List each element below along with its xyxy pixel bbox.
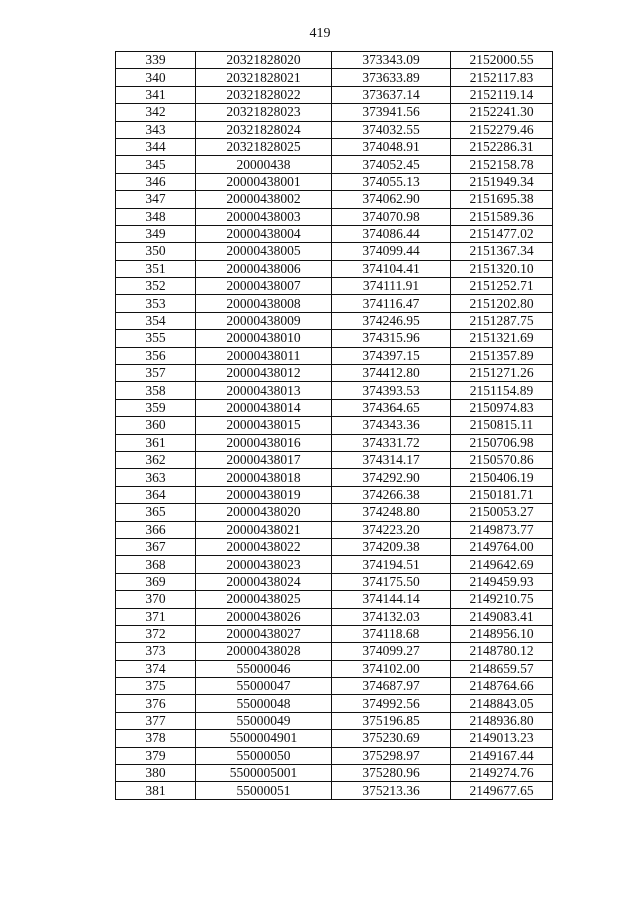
row-number-cell: 374 bbox=[116, 660, 196, 677]
x-coordinate-cell: 374364.65 bbox=[332, 399, 451, 416]
row-number-cell: 379 bbox=[116, 747, 196, 764]
x-coordinate-cell: 374393.53 bbox=[332, 382, 451, 399]
table-row bbox=[116, 538, 553, 555]
x-coordinate-cell: 374343.36 bbox=[332, 417, 451, 434]
y-coordinate-cell: 2151367.34 bbox=[451, 243, 553, 260]
table-row bbox=[116, 660, 553, 677]
point-id-cell: 20000438020 bbox=[196, 504, 332, 521]
table-row bbox=[116, 504, 553, 521]
x-coordinate-cell: 374132.03 bbox=[332, 608, 451, 625]
row-number-cell: 373 bbox=[116, 643, 196, 660]
y-coordinate-cell: 2149013.23 bbox=[451, 730, 553, 747]
point-id-cell: 55000047 bbox=[196, 678, 332, 695]
table-row bbox=[116, 765, 553, 782]
point-id-cell: 20000438015 bbox=[196, 417, 332, 434]
table-row bbox=[116, 643, 553, 660]
row-number-cell: 339 bbox=[116, 52, 196, 69]
table-row bbox=[116, 730, 553, 747]
x-coordinate-cell: 374331.72 bbox=[332, 434, 451, 451]
y-coordinate-cell: 2150406.19 bbox=[451, 469, 553, 486]
row-number-cell: 341 bbox=[116, 86, 196, 103]
row-number-cell: 359 bbox=[116, 399, 196, 416]
coordinates-table bbox=[115, 51, 553, 800]
y-coordinate-cell: 2149274.76 bbox=[451, 765, 553, 782]
table-row bbox=[116, 69, 553, 86]
y-coordinate-cell: 2149210.75 bbox=[451, 591, 553, 608]
point-id-cell: 20000438003 bbox=[196, 208, 332, 225]
point-id-cell: 20000438024 bbox=[196, 573, 332, 590]
row-number-cell: 369 bbox=[116, 573, 196, 590]
table-row bbox=[116, 156, 553, 173]
point-id-cell: 20000438018 bbox=[196, 469, 332, 486]
y-coordinate-cell: 2151287.75 bbox=[451, 312, 553, 329]
table-row bbox=[116, 365, 553, 382]
y-coordinate-cell: 2152241.30 bbox=[451, 104, 553, 121]
row-number-cell: 381 bbox=[116, 782, 196, 799]
row-number-cell: 356 bbox=[116, 347, 196, 364]
y-coordinate-cell: 2150706.98 bbox=[451, 434, 553, 451]
point-id-cell: 55000050 bbox=[196, 747, 332, 764]
row-number-cell: 349 bbox=[116, 225, 196, 242]
row-number-cell: 371 bbox=[116, 608, 196, 625]
table-row bbox=[116, 295, 553, 312]
y-coordinate-cell: 2152117.83 bbox=[451, 69, 553, 86]
y-coordinate-cell: 2151695.38 bbox=[451, 191, 553, 208]
point-id-cell: 20000438023 bbox=[196, 556, 332, 573]
y-coordinate-cell: 2151202.80 bbox=[451, 295, 553, 312]
point-id-cell: 20000438019 bbox=[196, 486, 332, 503]
y-coordinate-cell: 2148764.66 bbox=[451, 678, 553, 695]
point-id-cell: 20000438005 bbox=[196, 243, 332, 260]
row-number-cell: 368 bbox=[116, 556, 196, 573]
table-row bbox=[116, 191, 553, 208]
y-coordinate-cell: 2149083.41 bbox=[451, 608, 553, 625]
table-row bbox=[116, 625, 553, 642]
x-coordinate-cell: 374116.47 bbox=[332, 295, 451, 312]
x-coordinate-cell: 374032.55 bbox=[332, 121, 451, 138]
x-coordinate-cell: 373343.09 bbox=[332, 52, 451, 69]
table-row bbox=[116, 260, 553, 277]
y-coordinate-cell: 2148659.57 bbox=[451, 660, 553, 677]
table-row bbox=[116, 52, 553, 69]
x-coordinate-cell: 374266.38 bbox=[332, 486, 451, 503]
x-coordinate-cell: 374315.96 bbox=[332, 330, 451, 347]
row-number-cell: 350 bbox=[116, 243, 196, 260]
row-number-cell: 366 bbox=[116, 521, 196, 538]
point-id-cell: 20000438025 bbox=[196, 591, 332, 608]
page-number: 419 bbox=[309, 26, 331, 41]
y-coordinate-cell: 2148936.80 bbox=[451, 712, 553, 729]
y-coordinate-cell: 2152286.31 bbox=[451, 138, 553, 155]
row-number-cell: 353 bbox=[116, 295, 196, 312]
point-id-cell: 20000438011 bbox=[196, 347, 332, 364]
y-coordinate-cell: 2151154.89 bbox=[451, 382, 553, 399]
row-number-cell: 358 bbox=[116, 382, 196, 399]
row-number-cell: 372 bbox=[116, 625, 196, 642]
point-id-cell: 20000438013 bbox=[196, 382, 332, 399]
y-coordinate-cell: 2150974.83 bbox=[451, 399, 553, 416]
row-number-cell: 343 bbox=[116, 121, 196, 138]
point-id-cell: 20321828020 bbox=[196, 52, 332, 69]
table-row bbox=[116, 417, 553, 434]
table-row bbox=[116, 782, 553, 799]
table-row bbox=[116, 173, 553, 190]
table-row bbox=[116, 469, 553, 486]
row-number-cell: 361 bbox=[116, 434, 196, 451]
x-coordinate-cell: 374111.91 bbox=[332, 278, 451, 295]
row-number-cell: 376 bbox=[116, 695, 196, 712]
table-row bbox=[116, 278, 553, 295]
y-coordinate-cell: 2149873.77 bbox=[451, 521, 553, 538]
point-id-cell: 20000438001 bbox=[196, 173, 332, 190]
x-coordinate-cell: 375230.69 bbox=[332, 730, 451, 747]
point-id-cell: 20321828024 bbox=[196, 121, 332, 138]
row-number-cell: 375 bbox=[116, 678, 196, 695]
table-row bbox=[116, 608, 553, 625]
table-row bbox=[116, 678, 553, 695]
y-coordinate-cell: 2151589.36 bbox=[451, 208, 553, 225]
point-id-cell: 20000438027 bbox=[196, 625, 332, 642]
x-coordinate-cell: 374048.91 bbox=[332, 138, 451, 155]
y-coordinate-cell: 2152158.78 bbox=[451, 156, 553, 173]
x-coordinate-cell: 374099.44 bbox=[332, 243, 451, 260]
table-row bbox=[116, 712, 553, 729]
point-id-cell: 55000048 bbox=[196, 695, 332, 712]
y-coordinate-cell: 2149459.93 bbox=[451, 573, 553, 590]
row-number-cell: 355 bbox=[116, 330, 196, 347]
row-number-cell: 377 bbox=[116, 712, 196, 729]
point-id-cell: 20000438007 bbox=[196, 278, 332, 295]
x-coordinate-cell: 375213.36 bbox=[332, 782, 451, 799]
x-coordinate-cell: 374687.97 bbox=[332, 678, 451, 695]
row-number-cell: 351 bbox=[116, 260, 196, 277]
y-coordinate-cell: 2151252.71 bbox=[451, 278, 553, 295]
point-id-cell: 20000438026 bbox=[196, 608, 332, 625]
x-coordinate-cell: 374118.68 bbox=[332, 625, 451, 642]
y-coordinate-cell: 2152279.46 bbox=[451, 121, 553, 138]
x-coordinate-cell: 374175.50 bbox=[332, 573, 451, 590]
y-coordinate-cell: 2151477.02 bbox=[451, 225, 553, 242]
table-row bbox=[116, 573, 553, 590]
point-id-cell: 20000438017 bbox=[196, 451, 332, 468]
point-id-cell: 20000438009 bbox=[196, 312, 332, 329]
x-coordinate-cell: 374992.56 bbox=[332, 695, 451, 712]
table-row bbox=[116, 399, 553, 416]
table-row bbox=[116, 138, 553, 155]
point-id-cell: 20321828021 bbox=[196, 69, 332, 86]
x-coordinate-cell: 374055.13 bbox=[332, 173, 451, 190]
x-coordinate-cell: 374052.45 bbox=[332, 156, 451, 173]
y-coordinate-cell: 2149677.65 bbox=[451, 782, 553, 799]
table-row bbox=[116, 486, 553, 503]
x-coordinate-cell: 374194.51 bbox=[332, 556, 451, 573]
point-id-cell: 20000438010 bbox=[196, 330, 332, 347]
table-row bbox=[116, 330, 553, 347]
row-number-cell: 357 bbox=[116, 365, 196, 382]
table-row bbox=[116, 121, 553, 138]
y-coordinate-cell: 2149764.00 bbox=[451, 538, 553, 555]
row-number-cell: 360 bbox=[116, 417, 196, 434]
point-id-cell: 55000049 bbox=[196, 712, 332, 729]
point-id-cell: 20000438016 bbox=[196, 434, 332, 451]
table-row bbox=[116, 382, 553, 399]
x-coordinate-cell: 375280.96 bbox=[332, 765, 451, 782]
point-id-cell: 20321828025 bbox=[196, 138, 332, 155]
y-coordinate-cell: 2150181.71 bbox=[451, 486, 553, 503]
row-number-cell: 346 bbox=[116, 173, 196, 190]
row-number-cell: 380 bbox=[116, 765, 196, 782]
table-row bbox=[116, 451, 553, 468]
table-row bbox=[116, 312, 553, 329]
y-coordinate-cell: 2152119.14 bbox=[451, 86, 553, 103]
table-row bbox=[116, 556, 553, 573]
table-row bbox=[116, 591, 553, 608]
table-row bbox=[116, 347, 553, 364]
point-id-cell: 55000046 bbox=[196, 660, 332, 677]
x-coordinate-cell: 374397.15 bbox=[332, 347, 451, 364]
point-id-cell: 20321828023 bbox=[196, 104, 332, 121]
x-coordinate-cell: 374223.20 bbox=[332, 521, 451, 538]
x-coordinate-cell: 375298.97 bbox=[332, 747, 451, 764]
point-id-cell: 20000438014 bbox=[196, 399, 332, 416]
y-coordinate-cell: 2150053.27 bbox=[451, 504, 553, 521]
row-number-cell: 363 bbox=[116, 469, 196, 486]
x-coordinate-cell: 373637.14 bbox=[332, 86, 451, 103]
y-coordinate-cell: 2151271.26 bbox=[451, 365, 553, 382]
table-row bbox=[116, 434, 553, 451]
table-row bbox=[116, 86, 553, 103]
x-coordinate-cell: 374412.80 bbox=[332, 365, 451, 382]
x-coordinate-cell: 374086.44 bbox=[332, 225, 451, 242]
row-number-cell: 364 bbox=[116, 486, 196, 503]
point-id-cell: 5500005001 bbox=[196, 765, 332, 782]
point-id-cell: 20000438006 bbox=[196, 260, 332, 277]
point-id-cell: 20000438004 bbox=[196, 225, 332, 242]
y-coordinate-cell: 2150815.11 bbox=[451, 417, 553, 434]
row-number-cell: 342 bbox=[116, 104, 196, 121]
y-coordinate-cell: 2149167.44 bbox=[451, 747, 553, 764]
x-coordinate-cell: 375196.85 bbox=[332, 712, 451, 729]
x-coordinate-cell: 374062.90 bbox=[332, 191, 451, 208]
table-row bbox=[116, 225, 553, 242]
row-number-cell: 344 bbox=[116, 138, 196, 155]
x-coordinate-cell: 374099.27 bbox=[332, 643, 451, 660]
table-row bbox=[116, 747, 553, 764]
row-number-cell: 378 bbox=[116, 730, 196, 747]
point-id-cell: 20000438 bbox=[196, 156, 332, 173]
y-coordinate-cell: 2152000.55 bbox=[451, 52, 553, 69]
y-coordinate-cell: 2151949.34 bbox=[451, 173, 553, 190]
row-number-cell: 365 bbox=[116, 504, 196, 521]
row-number-cell: 348 bbox=[116, 208, 196, 225]
row-number-cell: 362 bbox=[116, 451, 196, 468]
row-number-cell: 345 bbox=[116, 156, 196, 173]
point-id-cell: 20000438012 bbox=[196, 365, 332, 382]
x-coordinate-cell: 374070.98 bbox=[332, 208, 451, 225]
x-coordinate-cell: 374209.38 bbox=[332, 538, 451, 555]
row-number-cell: 367 bbox=[116, 538, 196, 555]
point-id-cell: 20000438022 bbox=[196, 538, 332, 555]
y-coordinate-cell: 2150570.86 bbox=[451, 451, 553, 468]
y-coordinate-cell: 2149642.69 bbox=[451, 556, 553, 573]
point-id-cell: 20000438002 bbox=[196, 191, 332, 208]
table-row bbox=[116, 243, 553, 260]
x-coordinate-cell: 374144.14 bbox=[332, 591, 451, 608]
y-coordinate-cell: 2148780.12 bbox=[451, 643, 553, 660]
row-number-cell: 352 bbox=[116, 278, 196, 295]
x-coordinate-cell: 374248.80 bbox=[332, 504, 451, 521]
point-id-cell: 20321828022 bbox=[196, 86, 332, 103]
row-number-cell: 340 bbox=[116, 69, 196, 86]
table-row bbox=[116, 695, 553, 712]
x-coordinate-cell: 374314.17 bbox=[332, 451, 451, 468]
point-id-cell: 5500004901 bbox=[196, 730, 332, 747]
x-coordinate-cell: 374102.00 bbox=[332, 660, 451, 677]
table-row bbox=[116, 104, 553, 121]
y-coordinate-cell: 2151321.69 bbox=[451, 330, 553, 347]
table-row bbox=[116, 521, 553, 538]
y-coordinate-cell: 2148843.05 bbox=[451, 695, 553, 712]
point-id-cell: 20000438021 bbox=[196, 521, 332, 538]
x-coordinate-cell: 374292.90 bbox=[332, 469, 451, 486]
y-coordinate-cell: 2151320.10 bbox=[451, 260, 553, 277]
row-number-cell: 370 bbox=[116, 591, 196, 608]
table-row bbox=[116, 208, 553, 225]
point-id-cell: 55000051 bbox=[196, 782, 332, 799]
y-coordinate-cell: 2148956.10 bbox=[451, 625, 553, 642]
row-number-cell: 354 bbox=[116, 312, 196, 329]
x-coordinate-cell: 374104.41 bbox=[332, 260, 451, 277]
point-id-cell: 20000438008 bbox=[196, 295, 332, 312]
y-coordinate-cell: 2151357.89 bbox=[451, 347, 553, 364]
point-id-cell: 20000438028 bbox=[196, 643, 332, 660]
x-coordinate-cell: 373633.89 bbox=[332, 69, 451, 86]
x-coordinate-cell: 374246.95 bbox=[332, 312, 451, 329]
x-coordinate-cell: 373941.56 bbox=[332, 104, 451, 121]
table-body bbox=[116, 52, 553, 800]
row-number-cell: 347 bbox=[116, 191, 196, 208]
